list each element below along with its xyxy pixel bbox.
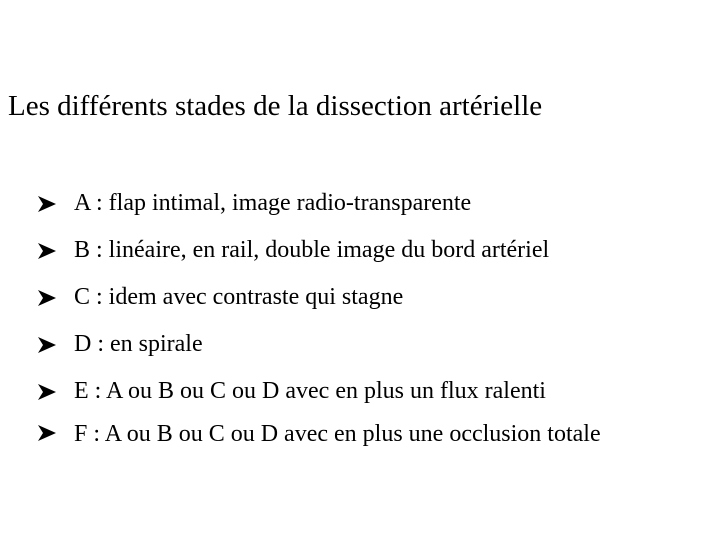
bullet-text: F : A ou B ou C ou D avec en plus une occlusion totale <box>74 421 601 447</box>
arrowhead-bullet-icon <box>36 336 58 354</box>
bullet-item-a <box>36 189 716 218</box>
bullet-text: E : A ou B ou C ou D avec en plus un flux ralenti <box>74 378 546 404</box>
bullet-text: A : flap intimal, image radio-transparente <box>74 190 472 216</box>
bullet-item-b <box>36 236 716 265</box>
bullet-item-d <box>36 330 716 359</box>
bullet-item-f <box>36 418 716 450</box>
bullet-item-c <box>36 283 716 312</box>
arrowhead-bullet-icon <box>36 195 58 213</box>
bullet-list <box>36 189 716 468</box>
arrowhead-bullet-icon <box>36 289 58 307</box>
bullet-text: D : en spirale <box>74 331 203 357</box>
bullet-text: C : idem avec contraste qui stagne <box>74 284 404 310</box>
arrowhead-bullet-icon <box>36 424 58 442</box>
bullet-text: B : linéaire, en rail, double image du bord artériel <box>74 237 550 263</box>
bullet-item-e <box>36 377 716 406</box>
arrowhead-bullet-icon <box>36 242 58 260</box>
slide-title: Les différents stades de la dissection artérielle <box>8 90 543 122</box>
arrowhead-bullet-icon <box>36 383 58 401</box>
